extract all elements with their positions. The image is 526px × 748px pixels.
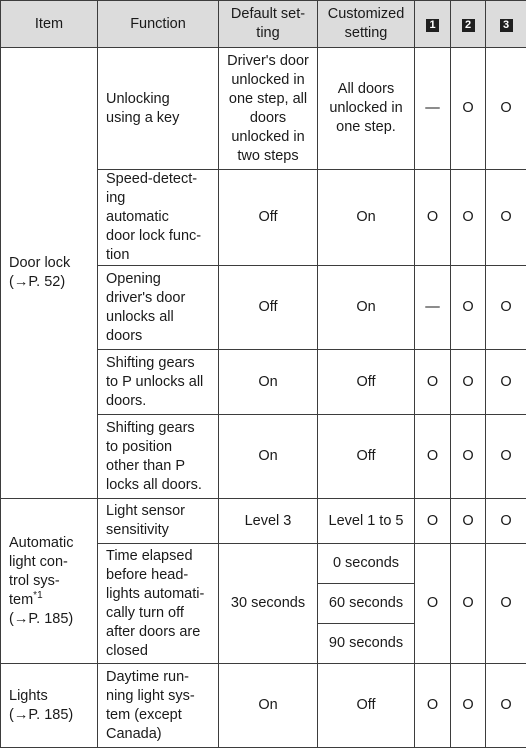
col2-cell: O xyxy=(451,170,486,266)
col2-cell: O xyxy=(451,48,486,170)
col3-cell: O xyxy=(486,664,526,748)
header-row xyxy=(1,1,526,48)
col2-cell: O xyxy=(451,499,486,544)
col1-cell: — xyxy=(415,266,451,350)
item-automatic-light-control-ref: (→P. 185) xyxy=(9,611,73,627)
table-row xyxy=(1,664,526,748)
default-cell: On xyxy=(219,415,318,499)
customized-cell: On xyxy=(318,266,415,350)
default-cell: On xyxy=(219,350,318,415)
col3-cell: O xyxy=(486,544,526,664)
header-default-setting: Default set- ting xyxy=(219,1,318,48)
number-3-badge: 3 xyxy=(500,19,513,32)
function-cell: Daytime run- ning light sys- tem (except Canada) xyxy=(98,664,219,748)
customized-cell: Off xyxy=(318,664,415,748)
default-cell: Off xyxy=(219,170,318,266)
customized-cell: On xyxy=(318,170,415,266)
default-cell: Level 3 xyxy=(219,499,318,544)
function-cell: Opening driver's door unlocks all doors xyxy=(98,266,219,350)
number-2-badge: 2 xyxy=(462,19,475,32)
table-row xyxy=(1,499,526,544)
footnote-marker: *1 xyxy=(33,590,42,601)
table-row xyxy=(1,48,526,170)
customized-option-cell: 90 seconds xyxy=(318,624,415,664)
customized-option-cell: 60 seconds xyxy=(318,584,415,624)
function-cell: Unlocking using a key xyxy=(98,48,219,170)
function-cell: Light sensor sensitivity xyxy=(98,499,219,544)
default-cell: 30 seconds xyxy=(219,544,318,664)
col3-cell: O xyxy=(486,350,526,415)
customized-cell: All doors unlocked in one step. xyxy=(318,48,415,170)
col2-cell: O xyxy=(451,415,486,499)
header-col-3 xyxy=(486,1,526,48)
customized-option-cell: 0 seconds xyxy=(318,544,415,584)
col3-cell: O xyxy=(486,499,526,544)
col1-cell: O xyxy=(415,499,451,544)
col1-cell: O xyxy=(415,544,451,664)
col1-cell: O xyxy=(415,664,451,748)
col1-cell: O xyxy=(415,415,451,499)
col1-cell: — xyxy=(415,48,451,170)
header-col-2 xyxy=(451,1,486,48)
col2-cell: O xyxy=(451,544,486,664)
default-cell: Driver's door unlocked in one step, all doors unlocked in two steps xyxy=(219,48,318,170)
item-automatic-light-control-label: Automatic light con- trol sys- tem xyxy=(9,535,73,608)
col2-cell: O xyxy=(451,266,486,350)
default-cell: Off xyxy=(219,266,318,350)
header-col-1 xyxy=(415,1,451,48)
header-function: Function xyxy=(98,1,219,48)
col2-cell: O xyxy=(451,350,486,415)
col2-cell: O xyxy=(451,664,486,748)
function-cell: Shifting gears to position other than P locks all doors. xyxy=(98,415,219,499)
item-door-lock: Door lock (→P. 52) xyxy=(1,48,98,499)
item-automatic-light-control xyxy=(1,499,98,664)
customized-cell: Off xyxy=(318,415,415,499)
customized-cell: Off xyxy=(318,350,415,415)
default-cell: On xyxy=(219,664,318,748)
col1-cell: O xyxy=(415,350,451,415)
col3-cell: O xyxy=(486,415,526,499)
header-item: Item xyxy=(1,1,98,48)
function-cell: Speed-detect- ing automatic door lock func- tion xyxy=(98,170,219,266)
customized-cell: Level 1 to 5 xyxy=(318,499,415,544)
col1-cell: O xyxy=(415,170,451,266)
header-customized-setting: Customized setting xyxy=(318,1,415,48)
number-1-badge: 1 xyxy=(426,19,439,32)
function-cell: Time elapsed before head- lights automati- cally turn off after doors are closed xyxy=(98,544,219,664)
col3-cell: O xyxy=(486,170,526,266)
function-cell: Shifting gears to P unlocks all doors. xyxy=(98,350,219,415)
col3-cell: O xyxy=(486,48,526,170)
col3-cell: O xyxy=(486,266,526,350)
item-lights: Lights (→P. 185) xyxy=(1,664,98,748)
